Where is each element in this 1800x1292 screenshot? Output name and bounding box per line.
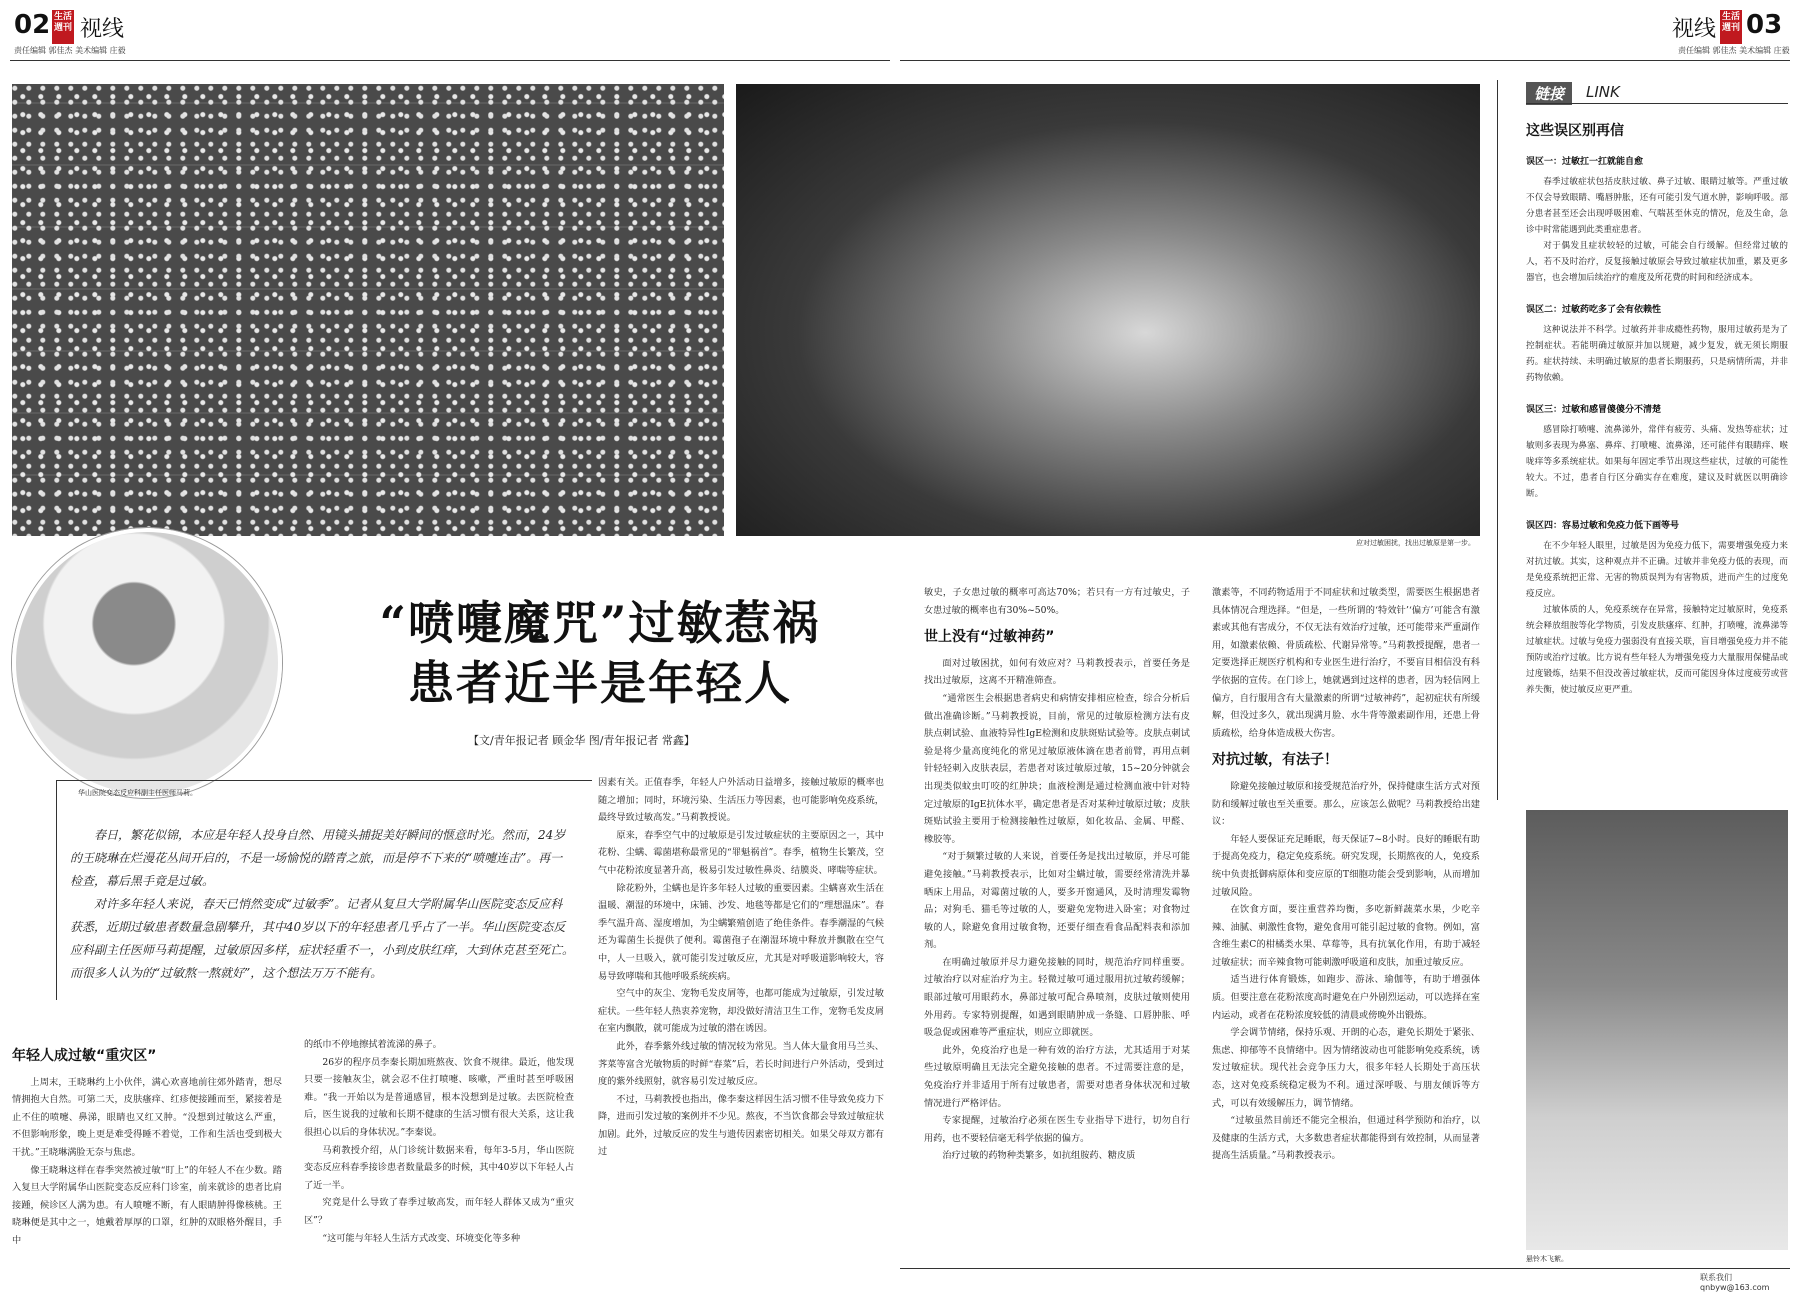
- link-box-title: 这些误区别再信: [1526, 123, 1624, 139]
- lead-box-left-rule: [56, 780, 57, 1000]
- paragraph: 年轻人要保证充足睡眠，每天保证7~8小时。良好的睡眠有助于提高免疫力，稳定免疫系统。研究发现，长期熬夜的人，免疫系统中负责抵御病原体和变应原的T细胞功能会受到影响，从而增加过敏风险。: [1212, 833, 1480, 898]
- subhead-no-miracle-drug: 世上没有“过敏神药”: [924, 629, 1055, 646]
- footer-contact: 联系我们 qnbyw@163.com: [1700, 1273, 1770, 1292]
- article-column-3: [598, 774, 884, 1280]
- myths-column: [1526, 144, 1788, 804]
- paragraph: 空气中的灰尘、宠物毛发皮屑等，也都可能成为过敏原，引发过敏症状。一些年轻人热衷养宠物，却没做好清洁卫生工作，宠物毛发皮屑在室内飘散，就可能成为过敏的潜在诱因。: [598, 988, 884, 1035]
- paragraph: 此外，免疫治疗也是一种有效的治疗方法，尤其适用于对某些过敏原明确且无法完全避免接触的患者。不过需要注意的是，免疫治疗并非适用于所有过敏患者，需要对患者身体状况和过敏情况进行严格评估。: [924, 1044, 1190, 1109]
- paragraph: 学会调节情绪，保持乐观、开朗的心态，避免长期处于紧张、焦虑、抑郁等不良情绪中。因为情绪波动也可能影响免疫系统，诱发过敏症状。现代社会竞争压力大，很多年轻人长期处于高压状态，这对免疫系统稳定极为不利。通过深呼吸、与朋友倾诉等方式，可以有效缓解压力，调节情绪。: [1212, 1027, 1480, 1109]
- lead-paragraph-2: 对许多年轻人来说，春天已悄然变成“过敏季”。记者从复旦大学附属华山医院变态反应科获悉，近期过敏患者数量急剧攀升，其中40岁以下的年轻患者几乎占了一半。华山医院变态反应科副主任医师马莉提醒，过敏原因多样，症状轻重不一，小到皮肤红痒，大到休克甚至死亡。而很多人认为的“过敏熬一熬就好”，这个想法万万不能有。: [70, 897, 575, 980]
- paragraph: 除避免接触过敏原和接受规范治疗外，保持健康生活方式对预防和缓解过敏也至关重要。那么，应该怎么做呢？马莉教授给出建议：: [1212, 780, 1480, 828]
- article-column-1: [12, 1044, 282, 1280]
- myth-title: 误区二：过敏药吃多了会有依赖性: [1526, 305, 1662, 315]
- main-photo-caption: 应对过敏困扰，找出过敏原是第一步。: [1356, 539, 1475, 547]
- lead-box-top-rule: [56, 780, 592, 781]
- editors-credit-right: 责任编辑 郭佳杰 美术编辑 庄毅: [1678, 46, 1790, 55]
- headline-line-1: “喷嚏魔咒”过敏惹祸: [379, 596, 821, 650]
- hand-with-seed-photo: [1526, 810, 1788, 1250]
- article-column-2: [304, 1036, 574, 1280]
- article-column-5: [1212, 584, 1480, 1280]
- link-tag-cn: 链接: [1534, 85, 1565, 103]
- paragraph: 上周末，王晓琳约上小伙伴，满心欢喜地前往郊外踏青，想尽情拥抱大自然。可第二天，皮肤瘙痒、红疹便接踵而至，紧接着是止不住的喷嚏、鼻涕，眼睛也又红又肿。“没想到过敏这么严重，不但影响形象，晚上更是难受得睡不着觉，工作和生活也受到极大干扰。”王晓琳满脸无奈与焦虑。: [12, 1076, 282, 1158]
- myth-title: 误区三：过敏和感冒傻傻分不清楚: [1526, 405, 1662, 415]
- paragraph: 究竟是什么导致了春季过敏高发，而年轻人群体又成为“重灾区”？: [304, 1197, 574, 1226]
- paragraph: “对于频繁过敏的人来说，首要任务是找出过敏原，并尽可能避免接触。”马莉教授表示，比如对尘螨过敏，需要经常清洗并暴晒床上用品，对霉菌过敏的人，要多开窗通风，及时清理发霉物品；对狗毛、猫毛等过敏的人，要避免宠物进入卧室；对食物过敏的人，除避免食用过敏食物，还要仔细查看食品配料表和添加剂。: [924, 851, 1190, 951]
- header-rule-left: [10, 60, 890, 61]
- footer-rule: [900, 1268, 1790, 1269]
- paragraph: 像王晓琳这样在春季突然被过敏“盯上”的年轻人不在少数。踏入复旦大学附属华山医院变态反应科门诊室，前来就诊的患者比肩接踵，候诊区人满为患。有人喷嚏不断，有人眼睛肿得像核桃。王晓琳便是其中之一，她戴着厚厚的口罩，红肿的双眼格外醒目，手中: [12, 1164, 282, 1246]
- paragraph: 激素等，不同药物适用于不同症状和过敏类型，需要医生根据患者具体情况合理选择。“但是，一些所谓的‘特效针’‘偏方’可能含有激素或其他有害成分，不仅无法有效治疗过敏，还可能带来严重副作用，如激素依赖、骨质疏松、代谢异常等。”马莉教授提醒，患者一定要选择正规医疗机构和专业医生进行治疗，不要盲目相信没有科学依据的宣传。在门诊上，她就遇到过这样的患者，因为轻信网上偏方，自行服用含有大量激素的所谓“过敏神药”，起初症状有所缓解，但没过多久，就出现满月脸、水牛背等激素副作用，还患上骨质疏松，给身体造成极大伤害。: [1212, 587, 1480, 739]
- paragraph: 对于偶发且症状较轻的过敏，可能会自行缓解。但经常过敏的人，若不及时治疗，反复接触过敏原会导致过敏症状加重，累及更多器官，也会增加后续治疗的难度及所花费的时间和经济成本。: [1526, 241, 1788, 283]
- paragraph: 原来，春季空气中的过敏原是引发过敏症状的主要原因之一，其中花粉、尘螨、霉菌堪称最常见的“罪魁祸首”。春季，植物生长繁茂，空气中花粉浓度显著升高，极易引发过敏性鼻炎、结膜炎、哮喘等症状。: [598, 829, 884, 876]
- editors-credit-left: 责任编辑 郭佳杰 美术编辑 庄毅: [14, 46, 126, 55]
- paragraph: 在明确过敏原并尽力避免接触的同时，规范治疗同样重要。过敏治疗以对症治疗为主。轻微过敏可通过服用抗过敏药缓解；眼部过敏可用眼药水，鼻部过敏可配合鼻喷剂，皮肤过敏则使用外用药。专家特别提醒，如遇到眼睛肿成一条缝、口唇肿胀、呼吸急促或困难等严重症状，则应立即就医。: [924, 956, 1190, 1039]
- paragraph: 感冒除打喷嚏、流鼻涕外，常伴有疲劳、头痛、发热等症状；过敏则多表现为鼻塞、鼻痒、打喷嚏、流鼻涕，还可能伴有眼睛痒、喉咙痒等多系统症状。如果每年固定季节出现这些症状，过敏的可能性较大。不过，患者自行区分确实存在难度，建议及时就医以明确诊断。: [1526, 425, 1788, 499]
- paragraph: 不过，马莉教授也指出，像李秦这样因生活习惯不佳导致免疫力下降，进而引发过敏的案例并不少见。熬夜，不当饮食都会导致过敏症状加剧。此外，过敏反应的发生与遗传因素密切相关。如果父母双方都有过: [598, 1093, 884, 1158]
- paragraph: 的纸巾不停地擦拭着流涕的鼻子。: [304, 1039, 442, 1050]
- paragraph: 春季过敏症状包括皮肤过敏、鼻子过敏、眼睛过敏等。严重过敏不仅会导致眼睛、嘴唇肿胀，还有可能引发气道水肿，影响呼吸。部分患者甚至还会出现呼吸困难、气喘甚至休克的情况，危及生命，急诊中时常能遇到此类重症患者。: [1526, 177, 1788, 235]
- publication-logo-right: 生活週刊: [1720, 10, 1742, 44]
- article-column-4: [924, 584, 1190, 1280]
- petals-on-pavement-photo: [12, 84, 724, 536]
- header-rule-right: [900, 60, 1790, 61]
- hand-photo-caption: 悬铃木飞絮。: [1526, 1255, 1568, 1263]
- headline-line-2: 患者近半是年轻人: [408, 656, 792, 710]
- paragraph: 治疗过敏的药物种类繁多，如抗组胺药、糖皮质: [942, 1150, 1136, 1162]
- page-number-right: 03: [1746, 10, 1783, 40]
- paragraph: 这种说法并不科学。过敏药并非成瘾性药物，服用过敏药是为了控制症状。若能明确过敏原并加以规避，减少复发，就无须长期服药。症状持续、未明确过敏原的患者长期服药，只是病情所需，并非药物依赖。: [1526, 325, 1788, 383]
- paragraph: 适当进行体育锻炼，如跑步、游泳、瑜伽等，有助于增强体质。但要注意在花粉浓度高时避免在户外剧烈运动，可以选择在室内运动，或者在花粉浓度较低的清晨或傍晚外出锻炼。: [1212, 974, 1480, 1021]
- link-tag-en: LINK: [1586, 83, 1620, 101]
- portrait-caption: 华山医院变态反应科副主任医师马莉。: [78, 789, 197, 797]
- lead-paragraphs: [70, 824, 574, 985]
- paragraph: 敏史，子女患过敏的概率可高达70%；若只有一方有过敏史，子女患过敏的概率也有30%~50%。: [924, 587, 1190, 616]
- paragraph: 面对过敏困扰，如何有效应对？马莉教授表示，首要任务是找出过敏原，这离不开精准筛查。: [924, 657, 1190, 687]
- subhead-young-people: 年轻人成过敏“重灾区”: [12, 1048, 157, 1064]
- link-box-divider: [1497, 80, 1498, 800]
- paragraph: 专家提醒，过敏治疗必须在医生专业指导下进行，切勿自行用药，也不要轻信毫无科学依据的偏方。: [924, 1115, 1190, 1144]
- paragraph: “通常医生会根据患者病史和病情安排相应检查，综合分析后做出准确诊断。”马莉教授说，目前，常见的过敏原检测方法有皮肤点刺试验、血液特异性IgE检测和皮肤斑贴试验等。皮肤点刺试验是将少量高度纯化的常见过敏原液体滴在患者前臂，再用点刺针轻轻刺入皮肤表层，若患者对该过敏原过敏，15~20分钟就会出现类似蚊虫叮咬的红肿块；血液检测是通过检测血液中针对特定过敏原的IgE抗体水平，确定患者是否对某种过敏原过敏；皮肤斑贴试验主要用于检测接触性过敏原，如化妆品、金属、甲醛、橡胶等。: [924, 692, 1190, 845]
- paragraph: 在不少年轻人眼里，过敏是因为免疫力低下，需要增强免疫力来对抗过敏。其实，这种观点并不正确。过敏并非免疫力低的表现，而是免疫系统把正常、无害的物质误判为有害物质，进而产生的过度免疫反应。: [1526, 541, 1788, 599]
- fluff-closeup-photo: [736, 84, 1480, 536]
- doctor-portrait-photo: [12, 528, 282, 798]
- paragraph: 除花粉外，尘螨也是许多年轻人过敏的重要因素。尘螨喜欢生活在温暖、潮湿的环境中，床铺、沙发、地毯等都是它们的“理想温床”。春季气温升高、湿度增加，为尘螨繁殖创造了绝佳条件。春季潮湿的气候还为霉菌生长提供了便利。霉菌孢子在潮湿环境中释放并飘散在空气中，人一旦吸入，就可能引发过敏反应，尤其是对呼吸道影响较大，容易导致哮喘和其他呼吸系统疾病。: [598, 882, 884, 982]
- paragraph: 在饮食方面，要注重营养均衡，多吃新鲜蔬菜水果，少吃辛辣、油腻、刺激性食物，避免食用可能引起过敏的食物。例如，富含维生素C的柑橘类水果、草莓等，具有抗氧化作用，有助于减轻过敏症状；而辛辣食物可能刺激呼吸道和皮肤，加重过敏反应。: [1212, 904, 1480, 968]
- paragraph: 26岁的程序员李秦长期加班熬夜、饮食不规律。最近，他发现只要一接触灰尘，就会忍不住打喷嚏、咳嗽，严重时甚至呼吸困难。“我一开始以为是普通感冒，根本没想到是过敏。去医院检查后，医生说我的过敏和长期不健康的生活习惯有很大关系，这让我很担心以后的身体状况。”李秦说。: [304, 1056, 574, 1138]
- byline: 【文/青年报记者 顾金华 图/青年报记者 常鑫】: [468, 734, 695, 747]
- link-tag: [1526, 82, 1572, 105]
- myth-title: 误区一：过敏扛一扛就能自愈: [1526, 157, 1644, 167]
- paragraph: 马莉教授介绍，从门诊统计数据来看，每年3-5月，华山医院变态反应科春季接诊患者数量最多的时候，其中40岁以下年轻人占了近一半。: [304, 1144, 574, 1191]
- subhead-countermeasures: 对抗过敏，有法子！: [1212, 752, 1338, 769]
- paragraph: 因素有关。正值春季，年轻人户外活动日益增多，接触过敏原的概率也随之增加；同时，环境污染、生活压力等因素，也可能影响免疫系统，最终导致过敏高发。”马莉教授说。: [598, 777, 884, 824]
- link-tag-underline: [1526, 103, 1788, 104]
- lead-paragraph-1: 春日，繁花似锦，本应是年轻人投身自然、用镜头捕捉美好瞬间的惬意时光。然而，24岁的王晓琳在烂漫花丛间开启的，不是一场愉悦的踏青之旅，而是停不下来的“喷嚏连击”。再一检查，幕后黑手竟是过敏。: [70, 828, 566, 888]
- page-number-left: 02: [14, 10, 51, 40]
- myth-title: 误区四：容易过敏和免疫力低下画等号: [1526, 521, 1680, 531]
- section-name-right: 视线: [1672, 17, 1717, 42]
- paragraph: 此外，春季紫外线过敏的情况较为常见。当人体大量食用马兰头、荠菜等富含光敏物质的时鲜“春菜”后，若长时间进行户外活动，受到过度的紫外线照射，就容易引发过敏反应。: [598, 1040, 884, 1088]
- section-name-left: 视线: [80, 17, 125, 42]
- paragraph: “过敏虽然目前还不能完全根治，但通过科学预防和治疗，以及健康的生活方式，大多数患者症状都能得到有效控制，从而显著提高生活质量。”马莉教授表示。: [1212, 1115, 1480, 1162]
- paragraph: “这可能与年轻人生活方式改变、环境变化等多种: [322, 1232, 521, 1244]
- paragraph: 过敏体质的人，免疫系统存在异常，接触特定过敏原时，免疫系统会释放组胺等化学物质，引发皮肤瘙痒、红肿，打喷嚏，流鼻涕等过敏症状。过敏与免疫力强弱没有直接关联，盲目增强免疫力并不能预防或治疗过敏。比方说有些年轻人为增强免疫力大量服用保健品或过度锻炼，结果不但没改善过敏症状，反而可能因身体过度疲劳或营养失衡，使过敏反应更严重。: [1526, 605, 1788, 695]
- publication-logo-left: 生活週刊: [52, 10, 74, 44]
